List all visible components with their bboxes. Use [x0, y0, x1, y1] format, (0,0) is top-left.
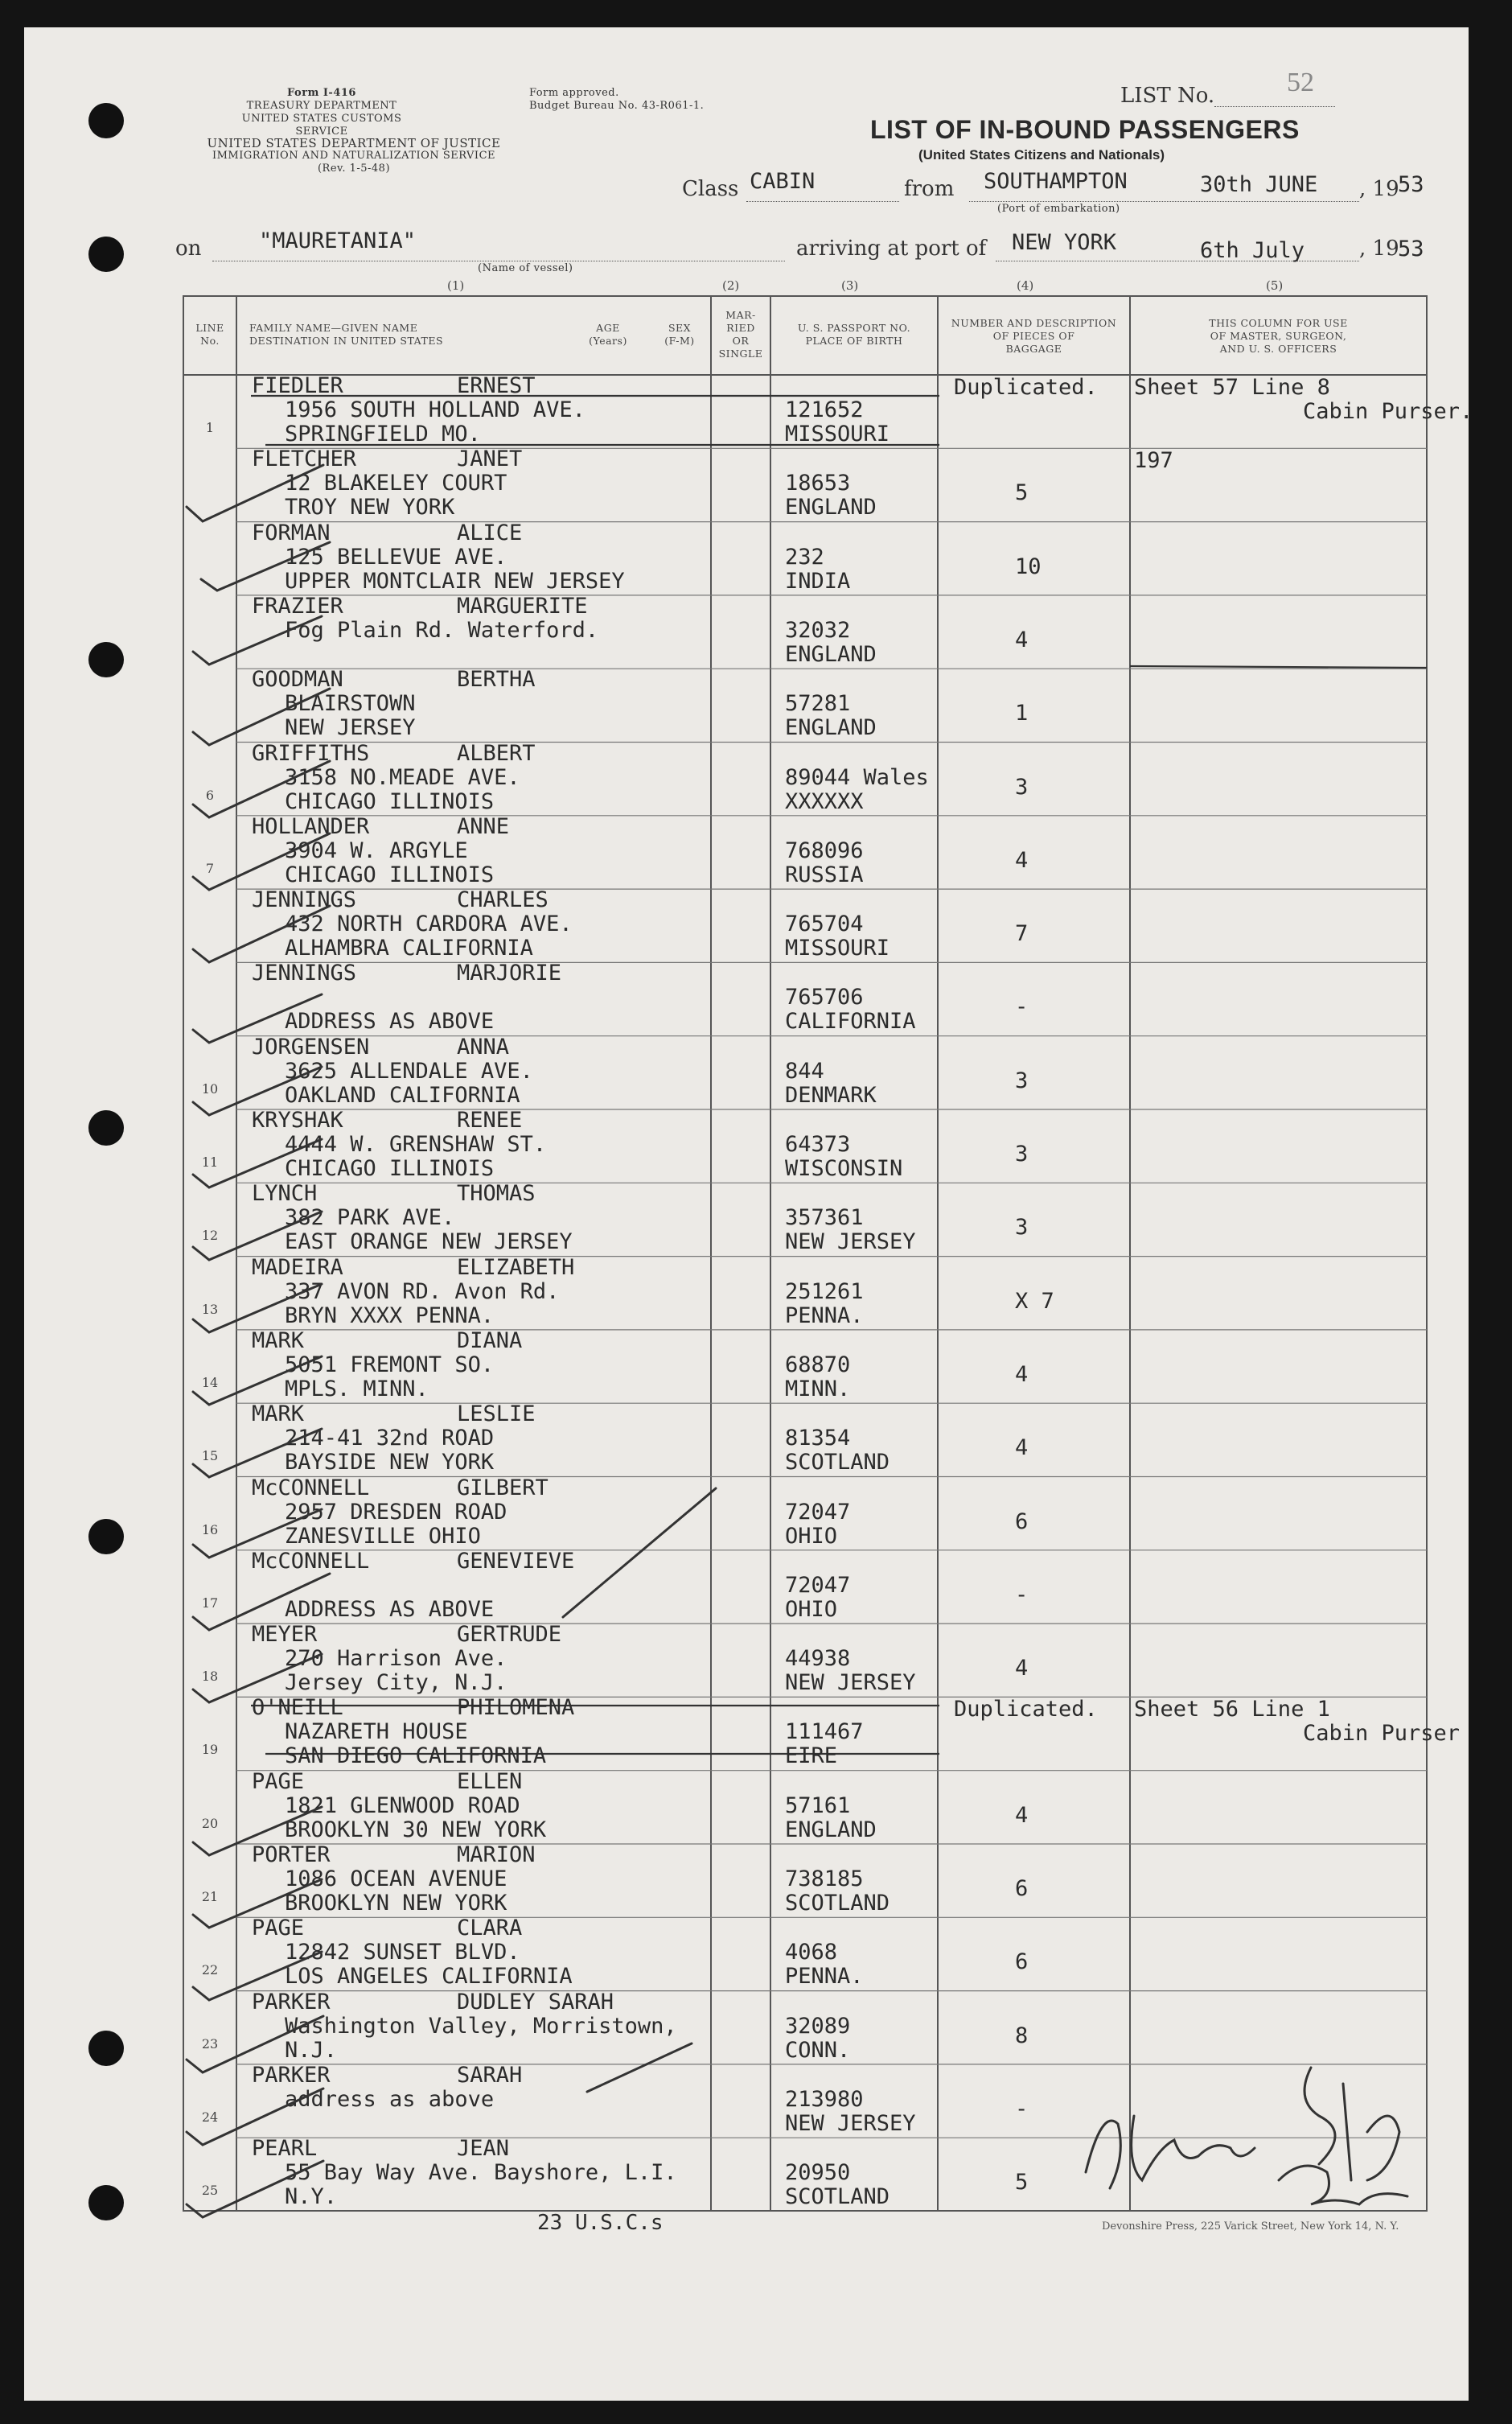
family-name: GOODMAN	[252, 667, 343, 693]
address-line-1: 12842 SUNSET BLVD.	[285, 1940, 520, 1965]
place-of-birth: SCOTLAND	[785, 1891, 890, 1916]
given-name: ANNA	[457, 1034, 510, 1060]
budget-bureau: Budget Bureau No. 43-R061-1.	[529, 100, 705, 112]
family-name: MEYER	[252, 1622, 318, 1648]
baggage-count: -	[1015, 1582, 1029, 1607]
passport-number: 32032	[785, 617, 851, 643]
baggage-count: 4	[1015, 1656, 1029, 1681]
passport-number: 89044 Wales	[785, 764, 929, 790]
address-line-2: ZANESVILLE OHIO	[285, 1523, 481, 1549]
baggage-count: Duplicated.	[954, 1697, 1098, 1722]
address-line-2: LOS ANGELES CALIFORNIA	[285, 1964, 573, 1990]
given-name: MARGUERITE	[457, 593, 588, 619]
family-name: MARK	[252, 1401, 305, 1427]
address-line-1: 125 BELLEVUE AVE.	[285, 544, 507, 570]
from-label: from	[904, 177, 955, 201]
place-of-birth: PENNA.	[785, 1303, 864, 1328]
passport-number: 18653	[785, 471, 851, 496]
place-of-birth: ENGLAND	[785, 1817, 877, 1842]
line-number: 6	[205, 787, 215, 803]
address-line-2: TROY NEW YORK	[285, 495, 455, 521]
line-number: 15	[201, 1448, 219, 1464]
header-sex: SEX (F-M)	[664, 322, 695, 347]
passport-number: 768096	[785, 837, 864, 863]
address-line-1: 1956 SOUTH HOLLAND AVE.	[285, 397, 585, 422]
form-number: Form I-416	[287, 87, 356, 99]
header-age: AGE (Years)	[589, 322, 627, 347]
customs-service: UNITED STATES CUSTOMS SERVICE	[241, 113, 402, 138]
passport-number: 72047	[785, 1499, 851, 1525]
port-of-embarkation: SOUTHAMPTON	[984, 169, 1128, 194]
baggage-count: Duplicated.	[954, 375, 1098, 400]
address-line-2: SAN DIEGO CALIFORNIA	[285, 1743, 547, 1769]
family-name: PORTER	[252, 1842, 331, 1867]
embark-year: 53	[1398, 172, 1424, 197]
line-number: 12	[201, 1228, 219, 1244]
passport-number: 57281	[785, 691, 851, 717]
column-number: (2)	[722, 278, 740, 293]
passport-number: 844	[785, 1058, 824, 1084]
family-name: McCONNELL	[252, 1548, 370, 1574]
passport-number: 44938	[785, 1646, 851, 1672]
given-name: LESLIE	[457, 1401, 536, 1427]
officer-note: Sheet 57 Line 8	[1134, 375, 1330, 400]
place-of-birth: DENMARK	[785, 1082, 877, 1108]
address-line-1: 2957 DRESDEN ROAD	[285, 1499, 507, 1525]
address-line-2: Jersey City, N.J.	[285, 1670, 507, 1696]
header-baggage: NUMBER AND DESCRIPTION OF PIECES OF BAGGAGE	[951, 317, 1117, 355]
address-line-2: ALHAMBRA CALIFORNIA	[285, 936, 533, 961]
place-of-birth: ENGLAND	[785, 495, 877, 521]
header-name: FAMILY NAME—GIVEN NAME DESTINATION IN UNITED STATES	[249, 322, 444, 347]
baggage-count: 6	[1015, 1949, 1029, 1975]
baggage-count: -	[1015, 994, 1029, 1020]
address-line-2: ADDRESS AS ABOVE	[285, 1596, 495, 1622]
given-name: THOMAS	[457, 1181, 536, 1207]
given-name: ELLEN	[457, 1768, 523, 1794]
officer-note-2: Cabin Purser	[1303, 1721, 1461, 1747]
family-name: PARKER	[252, 2062, 331, 2088]
family-name: FIEDLER	[252, 373, 343, 398]
baggage-count: 3	[1015, 774, 1029, 800]
address-line-2: CHICAGO ILLINOIS	[285, 788, 495, 814]
baggage-count: X 7	[1015, 1288, 1054, 1314]
address-line-2: BROOKLYN NEW YORK	[285, 1891, 507, 1916]
passport-number: 232	[785, 544, 824, 570]
passport-number: 72047	[785, 1572, 851, 1598]
place-of-birth: XXXXXX	[785, 788, 864, 814]
place-of-birth: OHIO	[785, 1523, 838, 1549]
address-line-2: ADDRESS AS ABOVE	[285, 1009, 495, 1035]
column-number: (3)	[841, 278, 859, 293]
place-of-birth: CALIFORNIA	[785, 1009, 916, 1035]
list-no-value: 52	[1287, 68, 1314, 97]
line-number: 22	[201, 1962, 219, 1978]
given-name: GILBERT	[457, 1475, 549, 1500]
family-name: JENNINGS	[252, 887, 357, 913]
baggage-count: 6	[1015, 1876, 1029, 1901]
class-label: Class	[682, 177, 739, 201]
given-name: GENEVIEVE	[457, 1548, 575, 1574]
baggage-count: -	[1015, 2096, 1029, 2122]
line-number: 21	[201, 1889, 219, 1904]
passport-number: 20950	[785, 2160, 851, 2186]
given-name: GERTRUDE	[457, 1622, 562, 1648]
address-line-2: NEW JERSEY	[285, 715, 416, 741]
family-name: JORGENSEN	[252, 1034, 370, 1060]
address-line-1: NAZARETH HOUSE	[285, 1719, 468, 1745]
given-name: RENEE	[457, 1108, 523, 1133]
line-number: 17	[201, 1595, 219, 1611]
header-passport: U. S. PASSPORT NO. PLACE OF BIRTH	[797, 322, 911, 347]
baggage-count: 4	[1015, 627, 1029, 652]
address-line-1: 3904 W. ARGYLE	[285, 837, 468, 863]
arrival-port: NEW YORK	[1012, 230, 1117, 255]
column-number: (4)	[1017, 278, 1034, 293]
header-officers: THIS COLUMN FOR USE OF MASTER, SURGEON, AND U. S. OFFICERS	[1209, 317, 1348, 355]
address-line-1: BLAIRSTOWN	[285, 691, 416, 717]
address-line-2: SPRINGFIELD MO.	[285, 422, 481, 447]
column-number: (1)	[447, 278, 465, 293]
line-number: 20	[201, 1815, 219, 1831]
family-name: JENNINGS	[252, 961, 357, 986]
immigration-service: IMMIGRATION AND NATURALIZATION SERVICE	[212, 150, 496, 162]
revision: (Rev. 1-5-48)	[317, 163, 391, 175]
place-of-birth: PENNA.	[785, 1964, 864, 1990]
passport-number: 357361	[785, 1205, 864, 1231]
address-line-1: 4444 W. GRENSHAW ST.	[285, 1132, 547, 1157]
line-number: 14	[201, 1374, 219, 1390]
officer-note: Sheet 56 Line 1	[1134, 1697, 1330, 1722]
place-of-birth: MISSOURI	[785, 422, 890, 447]
baggage-count: 10	[1015, 554, 1042, 579]
line-number: 23	[201, 2035, 219, 2052]
baggage-count: 3	[1015, 1215, 1029, 1241]
address-line-2: OAKLAND CALIFORNIA	[285, 1082, 520, 1108]
passport-number: 32089	[785, 2013, 851, 2039]
place-of-birth: NEW JERSEY	[785, 2110, 916, 2136]
line-number: 18	[201, 1669, 219, 1685]
passport-number: 111467	[785, 1719, 864, 1745]
list-no-label: LIST No.	[1120, 84, 1215, 108]
family-name: HOLLANDER	[252, 813, 370, 839]
baggage-count: 5	[1015, 2170, 1029, 2196]
header-line-no: LINE No.	[195, 322, 224, 347]
family-name: MARK	[252, 1327, 305, 1353]
arriving-label: arriving at port of	[796, 237, 987, 261]
justice-department: UNITED STATES DEPARTMENT OF JUSTICE	[207, 136, 501, 150]
treasury-department: TREASURY DEPARTMENT	[246, 100, 397, 112]
printer-imprint: Devonshire Press, 225 Varick Street, New York 14, N. Y.	[1102, 2220, 1399, 2233]
passport-number: 68870	[785, 1352, 851, 1377]
line-number: 13	[201, 1301, 219, 1317]
address-line-1: Washington Valley, Morristown,	[285, 2013, 677, 2039]
given-name: JANET	[457, 447, 523, 472]
given-name: ELIZABETH	[457, 1254, 575, 1280]
place-of-birth: NEW JERSEY	[785, 1229, 916, 1255]
passport-number: 738185	[785, 1866, 864, 1891]
family-name: MADEIRA	[252, 1254, 343, 1280]
document-subtitle: (United States Citizens and Nationals)	[918, 147, 1165, 163]
place-of-birth: RUSSIA	[785, 862, 864, 887]
address-line-1: 214-41 32nd ROAD	[285, 1426, 495, 1451]
baggage-count: 4	[1015, 1435, 1029, 1461]
place-of-birth: SCOTLAND	[785, 2184, 890, 2210]
vessel-caption: (Name of vessel)	[478, 262, 573, 274]
family-name: FORMAN	[252, 520, 331, 545]
given-name: ALICE	[457, 520, 523, 545]
address-line-2: BROOKLYN 30 NEW YORK	[285, 1817, 547, 1842]
address-line-2: EAST ORANGE NEW JERSEY	[285, 1229, 573, 1255]
baggage-count: 4	[1015, 1361, 1029, 1387]
embark-caption: (Port of embarkation)	[997, 203, 1120, 215]
address-line-2: MPLS. MINN.	[285, 1376, 429, 1401]
embarkation-date: 30th JUNE	[1200, 172, 1318, 197]
class-value: CABIN	[750, 169, 816, 194]
officer-note: 197	[1134, 448, 1173, 474]
passport-number: 765704	[785, 912, 864, 937]
given-name: DUDLEY SARAH	[457, 1989, 614, 2015]
address-line-1: 55 Bay Way Ave. Bayshore, L.I.	[285, 2160, 677, 2186]
line-number: 25	[201, 2183, 219, 2199]
family-name: PARKER	[252, 1989, 331, 2015]
passport-number: 251261	[785, 1278, 864, 1304]
given-name: MARJORIE	[457, 961, 562, 986]
baggage-count: 7	[1015, 921, 1029, 947]
given-name: SARAH	[457, 2062, 523, 2088]
given-name: ALBERT	[457, 740, 536, 766]
family-name: GRIFFITHS	[252, 740, 370, 766]
baggage-count: 4	[1015, 1802, 1029, 1828]
passport-number: 57161	[785, 1792, 851, 1818]
address-line-1: 432 NORTH CARDORA AVE.	[285, 912, 573, 937]
address-line-2: N.J.	[285, 2037, 338, 2063]
place-of-birth: OHIO	[785, 1596, 838, 1622]
place-of-birth: SCOTLAND	[785, 1450, 890, 1475]
family-name: McCONNELL	[252, 1475, 370, 1500]
given-name: CLARA	[457, 1916, 523, 1941]
place-of-birth: INDIA	[785, 568, 851, 594]
place-of-birth: MISSOURI	[785, 936, 890, 961]
year-prefix: , 19	[1359, 177, 1399, 201]
baggage-count: 3	[1015, 1068, 1029, 1093]
given-name: ANNE	[457, 813, 510, 839]
family-name: FRAZIER	[252, 593, 343, 619]
passport-number: 121652	[785, 397, 864, 422]
line-number: 19	[201, 1742, 219, 1758]
family-name: PEARL	[252, 2136, 318, 2162]
given-name: CHARLES	[457, 887, 549, 913]
on-label: on	[175, 237, 202, 261]
family-name: PAGE	[252, 1768, 305, 1794]
baggage-count: 5	[1015, 480, 1029, 506]
address-line-1: 12 BLAKELEY COURT	[285, 471, 507, 496]
arrival-date: 6th July	[1200, 238, 1305, 263]
passport-number: 765706	[785, 985, 864, 1010]
vessel-name: "MAURETANIA"	[259, 228, 417, 253]
family-name: FLETCHER	[252, 447, 357, 472]
baggage-count: 4	[1015, 847, 1029, 873]
line-number: 11	[201, 1154, 219, 1170]
place-of-birth: NEW JERSEY	[785, 1670, 916, 1696]
address-line-2: UPPER MONTCLAIR NEW JERSEY	[285, 568, 625, 594]
given-name: DIANA	[457, 1327, 523, 1353]
line-number: 1	[205, 420, 215, 435]
family-name: KRYSHAK	[252, 1108, 343, 1133]
family-name: LYNCH	[252, 1181, 318, 1207]
address-line-1: 5051 FREMONT SO.	[285, 1352, 495, 1377]
officer-note-2: Cabin Purser.	[1303, 399, 1473, 424]
form-approved: Form approved.	[529, 87, 619, 99]
given-name: PHILOMENA	[457, 1695, 575, 1721]
family-name: O'NEILL	[252, 1695, 343, 1721]
arrival-year: 53	[1398, 237, 1424, 261]
address-line-2: BRYN XXXX PENNA.	[285, 1303, 495, 1328]
officer-signature	[1070, 2052, 1456, 2212]
given-name: BERTHA	[457, 667, 536, 693]
baggage-count: 1	[1015, 701, 1029, 726]
address-line-1: 270 Harrison Ave.	[285, 1646, 507, 1672]
column-number: (5)	[1266, 278, 1284, 293]
line-number: 16	[201, 1521, 219, 1537]
baggage-count: 8	[1015, 2023, 1029, 2048]
passport-number: 213980	[785, 2086, 864, 2112]
given-name: ERNEST	[457, 373, 536, 398]
address-line-1: 337 AVON RD. Avon Rd.	[285, 1278, 560, 1304]
family-name: PAGE	[252, 1916, 305, 1941]
address-line-1: address as above	[285, 2086, 495, 2112]
address-line-1: 382 PARK AVE.	[285, 1205, 455, 1231]
passport-number: 64373	[785, 1132, 851, 1157]
line-number: 7	[205, 860, 215, 876]
place-of-birth: MINN.	[785, 1376, 851, 1401]
baggage-count: 6	[1015, 1508, 1029, 1534]
passport-number: 81354	[785, 1426, 851, 1451]
place-of-birth: ENGLAND	[785, 641, 877, 667]
address-line-1: 1086 OCEAN AVENUE	[285, 1866, 507, 1891]
address-line-2: BAYSIDE NEW YORK	[285, 1450, 495, 1475]
place-of-birth: WISCONSIN	[785, 1156, 903, 1181]
given-name: JEAN	[457, 2136, 510, 2162]
line-number: 24	[201, 2109, 219, 2125]
document-title: LIST OF IN-BOUND PASSENGERS	[870, 115, 1300, 144]
address-line-2: CHICAGO ILLINOIS	[285, 862, 495, 887]
passport-number: 4068	[785, 1940, 838, 1965]
year-prefix: , 19	[1359, 237, 1399, 261]
given-name: MARION	[457, 1842, 536, 1867]
address-line-2: N.Y.	[285, 2184, 338, 2210]
place-of-birth: EIRE	[785, 1743, 838, 1769]
baggage-count: 3	[1015, 1142, 1029, 1167]
header-married: MAR- RIED OR SINGLE	[718, 309, 763, 360]
place-of-birth: CONN.	[785, 2037, 851, 2063]
total-count: 23 U.S.C.s	[537, 2211, 664, 2235]
address-line-1: 3158 NO.MEADE AVE.	[285, 764, 520, 790]
address-line-2: CHICAGO ILLINOIS	[285, 1156, 495, 1181]
address-line-1: Fog Plain Rd. Waterford.	[285, 617, 599, 643]
address-line-1: 1821 GLENWOOD ROAD	[285, 1792, 520, 1818]
address-line-1: 3625 ALLENDALE AVE.	[285, 1058, 533, 1084]
line-number: 10	[201, 1080, 219, 1097]
place-of-birth: ENGLAND	[785, 715, 877, 741]
